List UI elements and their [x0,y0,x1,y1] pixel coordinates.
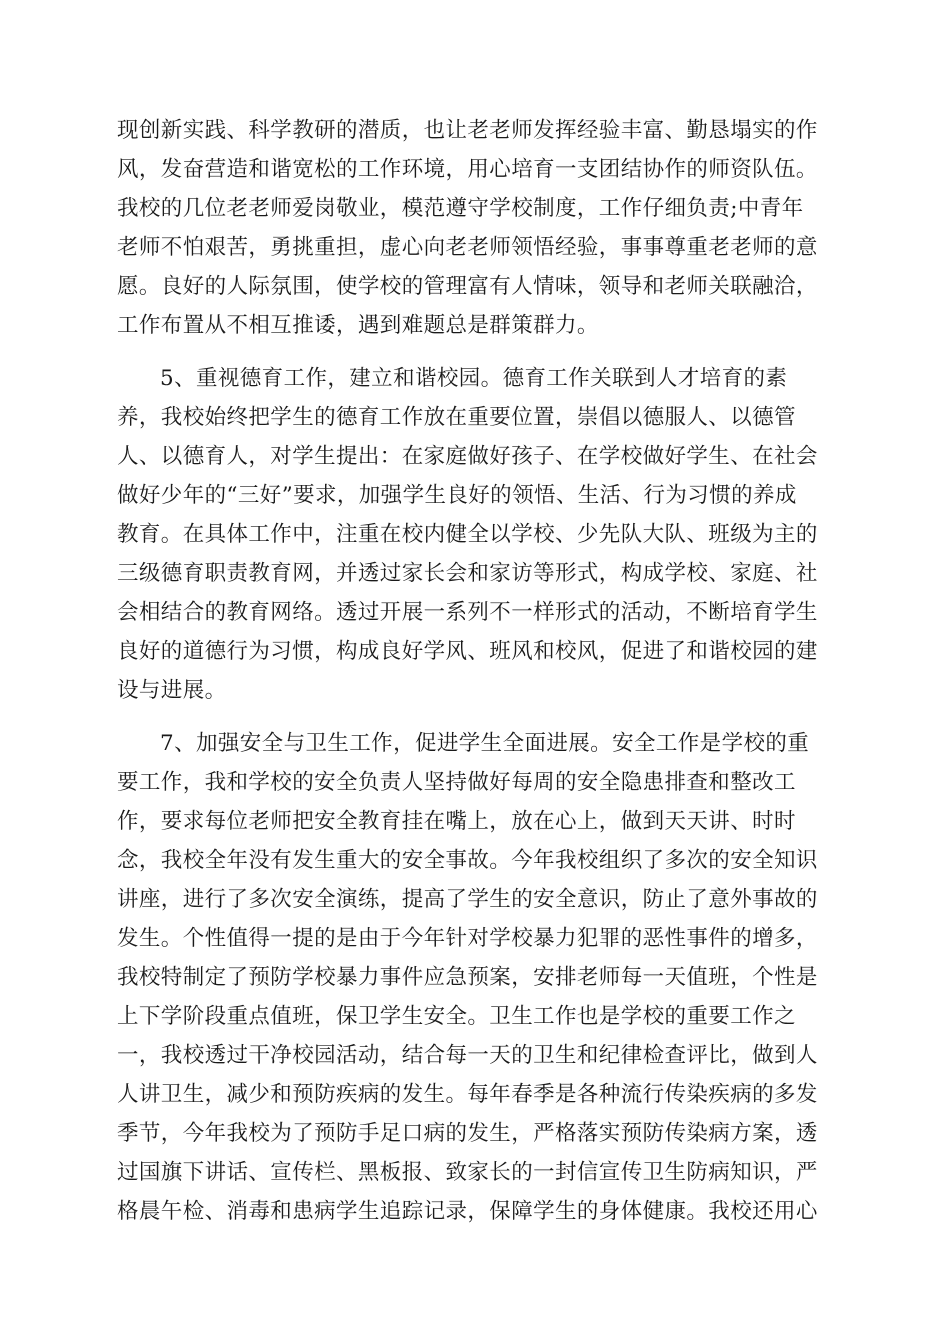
paragraph-2-line-2: 养，我校始终把学生的德育工作放在重要位置，崇倡以德服人、以德管 [117,405,796,430]
paragraph-2-line-7: 会相结合的教育网络。透过开展一系列不一样形式的活动，不断培育学生 [117,600,818,625]
paragraph-1-line-2: 风，发奋营造和谐宽松的工作环境，用心培育一支团结协作的师资队伍。 [117,157,818,182]
paragraph-3-line-4: 念，我校全年没有发生重大的安全事故。今年我校组织了多次的安全知识 [117,848,818,873]
paragraph-1-line-6: 工作布置从不相互推诿，遇到难题总是群策群力。 [117,313,599,338]
paragraph-1-line-5: 愿。良好的人际氛围，使学校的管理富有人情味，领导和老师关联融洽， [117,274,818,299]
paragraph-2-line-6: 三级德育职责教育网，并透过家长会和家访等形式，构成学校、家庭、社 [117,561,818,586]
paragraph-1-line-1: 现创新实践、科学教研的潜质，也让老老师发挥经验丰富、勤恳塌实的作 [117,118,818,143]
paragraph-2-line-9: 设与进展。 [117,678,227,703]
paragraph-3-line-5: 讲座，进行了多次安全演练，提高了学生的安全意识，防止了意外事故的 [117,887,818,912]
paragraph-3-line-10: 人讲卫生，减少和预防疾病的发生。每年春季是各种流行传染疾病的多发 [117,1082,818,1107]
paragraph-3-line-2: 要工作，我和学校的安全负责人坚持做好每周的安全隐患排查和整改工 [117,770,796,795]
paragraph-2-line-3: 人、以德育人，对学生提出：在家庭做好孩子、在学校做好学生、在社会 [117,444,818,469]
paragraph-3-line-8: 上下学阶段重点值班，保卫学生安全。卫生工作也是学校的重要工作之 [117,1004,796,1029]
paragraph-2-line-5: 教育。在具体工作中，注重在校内健全以学校、少先队大队、班级为主的 [117,522,818,547]
paragraph-3-line-6: 发生。个性值得一提的是由于今年针对学校暴力犯罪的恶性事件的增多， [117,926,818,951]
paragraph-3-line-3: 作，要求每位老师把安全教育挂在嘴上，放在心上，做到天天讲、时时 [117,809,796,834]
paragraph-3-line-1: 7、加强安全与卫生工作，促进学生全面进展。安全工作是学校的重 [160,731,810,756]
paragraph-3-line-11: 季节，今年我校为了预防手足口病的发生，严格落实预防传染病方案，透 [117,1121,818,1146]
paragraph-2-line-1: 5、重视德育工作，建立和谐校园。德育工作关联到人才培育的素 [160,366,788,391]
paragraph-3-line-7: 我校特制定了预防学校暴力事件应急预案，安排老师每一天值班，个性是 [117,965,818,990]
paragraph-2-line-4: 做好少年的“三好”要求，加强学生良好的领悟、生活、行为习惯的养成 [117,483,797,508]
paragraph-3-line-12: 过国旗下讲话、宣传栏、黑板报、致家长的一封信宣传卫生防病知识，严 [117,1160,818,1185]
paragraph-1-line-4: 老师不怕艰苦，勇挑重担，虚心向老老师领悟经验，事事尊重老老师的意 [117,235,818,260]
paragraph-2-line-8: 良好的道德行为习惯，构成良好学风、班风和校风，促进了和谐校园的建 [117,639,818,664]
paragraph-3-line-13: 格晨午检、消毒和患病学生追踪记录，保障学生的身体健康。我校还用心 [117,1199,818,1224]
paragraph-1-line-3: 我校的几位老老师爱岗敬业，模范遵守学校制度，工作仔细负责;中青年 [117,196,804,221]
paragraph-3-line-9: 一，我校透过干净校园活动，结合每一天的卫生和纪律检查评比，做到人 [117,1043,818,1068]
